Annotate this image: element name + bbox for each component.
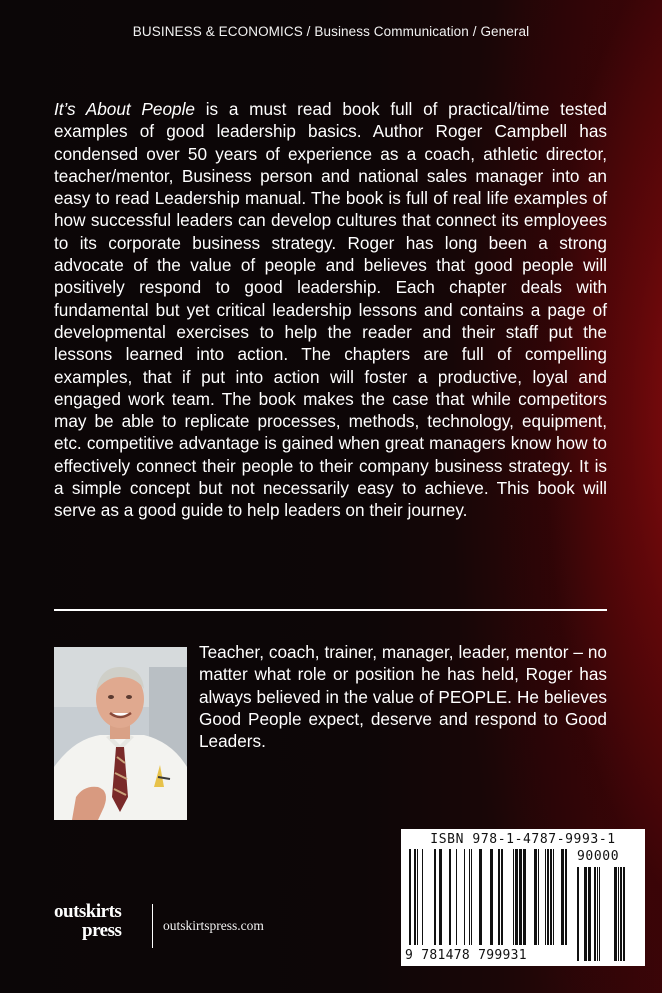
author-photo (54, 647, 187, 820)
logo-line1: outskirts (54, 901, 122, 922)
category-line: BUSINESS & ECONOMICS / Business Communication / General (132, 24, 530, 39)
section-divider (54, 609, 607, 611)
book-title: It’s About People (54, 99, 195, 119)
barcode-addon-bars (577, 867, 637, 961)
ean-number: 9 781478 799931 (405, 948, 527, 963)
publisher-url: outskirtspress.com (163, 918, 264, 933)
publisher-divider (152, 904, 153, 948)
price-code: 90000 (577, 849, 620, 864)
blurb-text: is a must read book full of practical/time tested examples of good leadership basics. Author Roger Campbell has condensed over 50 years of experience as a coach, athletic director, teacher/mentor, Business person and national sales manager into an easy to read Leadership manual. The book is full of real life examples of how successful leaders can develop cultures that connect its employees to its corporate business strategy. Roger has long been a strong advocate of the value of people and believes that good people will positively respond to good leadership. Each chapter deals with fundamental but yet critical leadership lessons and contains a page of developmental exercises to help the reader and their staff put the lessons learned into action. The chapters are full of compelling examples, that if put into action will foster a productive, loyal and engaged work team. The book makes the case that while competitors may be able to replicate processes, methods, technology, equipment, etc. competitive advantage is gained when great managers know how to effectively connect their people to their company business strategy. It is a simple concept but not necessarily easy to achieve. This book will serve as a good guide to help leaders on their journey. (54, 99, 607, 521)
isbn-barcode (401, 829, 645, 966)
logo-line2: press (82, 920, 122, 941)
isbn-number: ISBN 978-1-4787-9993-1 (430, 832, 616, 847)
author-bio: Teacher, coach, trainer, manager, leader, mentor – no matter what role or position he has held, Roger has always believed in the value of PEOPLE. He believes Good People expect, deserve and respond to Good Leaders. (199, 642, 607, 752)
barcode-main-bars (409, 849, 569, 945)
publisher-logo (54, 902, 149, 950)
book-blurb (54, 98, 607, 522)
